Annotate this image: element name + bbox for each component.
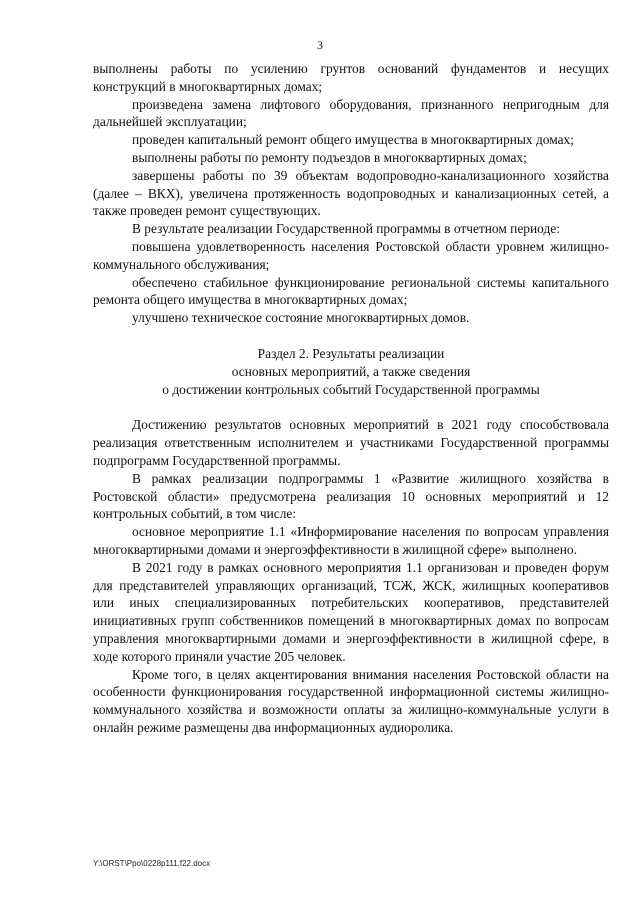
paragraph: В 2021 году в рамках основного мероприятия 1.1 организован и проведен форум для представителей управляющих организаций, ТСЖ, ЖСК, жилищных кооперативов или иных специализированных потребительских кооперативов, представителей инициативных групп собственников помещений в многоквартирных домах по вопросам управления многоквартирными домами и энергоэффективности в жилищной сфере, в ходе которого приняли участие 205 человек. [93, 559, 609, 664]
paragraph: улучшено техническое состояние многоквартирных домов. [132, 310, 470, 326]
paragraph: основное мероприятие 1.1 «Информирование населения по вопросам управления многоквартирными домами и энергоэффективности в жилищной сфере» выполнено. [93, 524, 609, 557]
paragraph: выполнены работы по усилению грунтов оснований фундаментов и несущих конструкций в многоквартирных домах; [93, 61, 609, 94]
paragraph: завершены работы по 39 объектам водопроводно-канализационного хозяйства (далее – ВКХ), увеличена протяженность водопроводных и канализационных сетей, а также проведен ремонт существующих. [93, 167, 609, 219]
paragraph: В результате реализации Государственной программы в отчетном периоде: [132, 221, 560, 237]
page-number: 3 [317, 38, 323, 52]
paragraph: Достижению результатов основных мероприятий в 2021 году способствовала реализация ответственным исполнителем и участниками Государственной программы подпрограмм Государственной программы. [93, 417, 609, 468]
paragraph: повышена удовлетворенность населения Ростовской области уровнем жилищно-коммунального обслуживания; [93, 238, 609, 272]
paragraph: обеспечено стабильное функционирование региональной системы капитального ремонта общего имущества в многоквартирных домах; [93, 274, 609, 308]
paragraph: Кроме того, в целях акцентирования внимания населения Ростовской области на особенности функционирования государственной информационной системы жилищно-коммунального хозяйства и возможности оплаты за жилищно-коммунальные услуги в онлайн режиме размещены два информационных аудиоролика. [93, 666, 609, 735]
section-heading-line: Раздел 2. Результаты реализации [257, 345, 445, 361]
paragraph: выполнены работы по ремонту подъездов в многоквартирных домах; [132, 149, 527, 165]
document-body [93, 60, 609, 737]
section-heading [93, 345, 609, 398]
paragraph: проведен капитальный ремонт общего имущества в многоквартирных домах; [132, 132, 574, 148]
section-heading-line: основных мероприятий, а также сведения [231, 363, 471, 379]
section-heading-line: о достижении контрольных событий Государственной программы [162, 381, 540, 397]
paragraph: В рамках реализации подпрограммы 1 «Развитие жилищного хозяйства в Ростовской области» предусмотрена реализация 10 основных мероприятий и 12 контрольных событий, в том числе: [93, 470, 609, 522]
paragraph: произведена замена лифтового оборудования, признанного непригодным для дальнейшей эксплуатации; [93, 96, 609, 130]
file-path-footer: Y:\ORST\Ppo\0228p111.f22.docx [93, 859, 211, 868]
